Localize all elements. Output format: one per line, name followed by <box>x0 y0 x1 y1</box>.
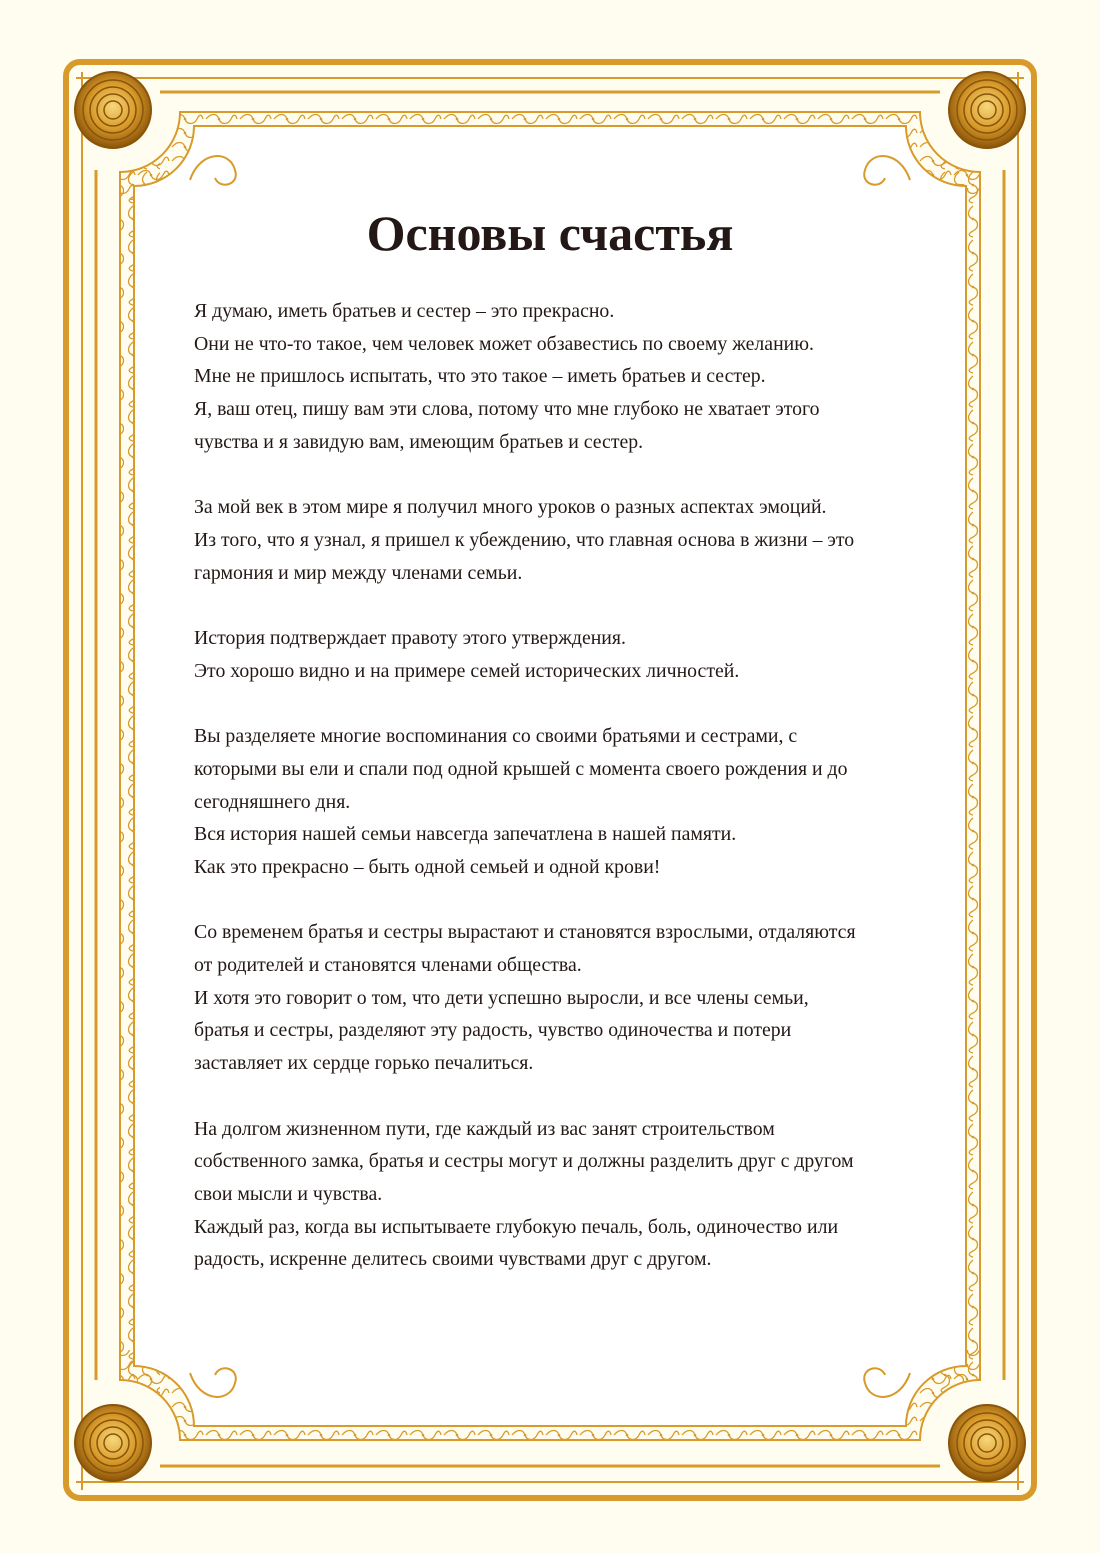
text-line: гармония и мир между членами семьи. <box>194 561 523 584</box>
text-line: свои мысли и чувства. <box>194 1182 383 1205</box>
text-line: На долгом жизненном пути, где каждый из вас занят строительством <box>194 1117 775 1140</box>
text-line: сегодняшнего дня. <box>194 790 351 813</box>
paragraph-3 <box>194 622 914 687</box>
text-line: чувства и я завидую вам, имеющим братьев и сестер. <box>194 430 644 453</box>
text-line: Каждый раз, когда вы испытываете глубокую печаль, боль, одиночество или <box>194 1215 839 1238</box>
text-line: Они не что-то такое, чем человек может обзавестись по своему желанию. <box>194 332 814 355</box>
paragraph-5 <box>194 916 914 1080</box>
body-text <box>194 295 914 1309</box>
paragraph-4 <box>194 720 914 884</box>
corner-medallion-bottom-right <box>949 1405 1025 1481</box>
text-line: собственного замка, братья и сестры могут и должны разделить друг с другом <box>194 1150 854 1173</box>
page-title: Основы счастья <box>366 205 734 261</box>
corner-medallion-top-right <box>949 72 1025 148</box>
text-line: Я думаю, иметь братьев и сестер – это прекрасно. <box>194 300 615 322</box>
text-line: заставляет их сердце горько печалиться. <box>194 1052 534 1075</box>
text-line: Из того, что я узнал, я пришел к убеждению, что главная основа в жизни – это <box>194 528 855 551</box>
text-line: радость, искренне делитесь своими чувствами друг с другом. <box>194 1248 712 1271</box>
paragraph-6 <box>194 1113 914 1277</box>
text-line: История подтверждает правоту этого утверждения. <box>194 627 626 649</box>
text-line: Со временем братья и сестры вырастают и становятся взрослыми, отдаляются <box>194 921 856 944</box>
text-line: Вся история нашей семьи навсегда запечатлена в нашей памяти. <box>194 823 737 846</box>
paragraph-2 <box>194 491 914 589</box>
paragraph-1 <box>194 295 914 459</box>
text-line: Я, ваш отец, пишу вам эти слова, потому что мне глубоко не хватает этого <box>194 398 820 421</box>
text-line: За мой век в этом мире я получил много уроков о разных аспектах эмоций. <box>194 496 827 519</box>
text-line: Как это прекрасно – быть одной семьей и одной крови! <box>194 855 661 878</box>
corner-medallion-bottom-left <box>75 1405 151 1481</box>
text-line: братья и сестры, разделяют эту радость, чувство одиночества и потери <box>194 1019 792 1042</box>
corner-medallion-top-left <box>75 72 151 148</box>
text-line: от родителей и становятся членами общества. <box>194 954 582 976</box>
text-line: Это хорошо видно и на примере семей исторических личностей. <box>194 659 740 682</box>
text-line: И хотя это говорит о том, что дети успешно выросли, и все члены семьи, <box>194 986 809 1009</box>
text-line: Мне не пришлось испытать, что это такое – иметь братьев и сестер. <box>194 365 766 388</box>
text-line: Вы разделяете многие воспоминания со своими братьями и сестрами, с <box>194 725 798 748</box>
text-line: которыми вы ели и спали под одной крышей с момента своего рождения и до <box>194 757 848 780</box>
